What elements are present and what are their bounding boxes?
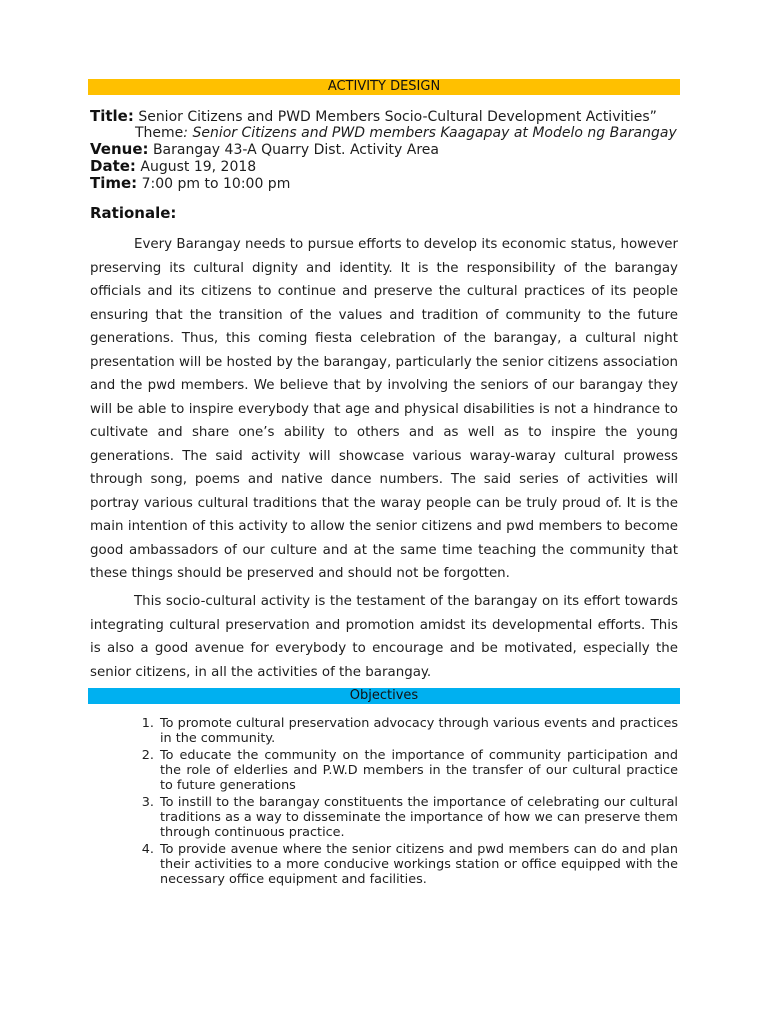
objectives-list (108, 716, 678, 889)
venue-value: Barangay 43-A Quarry Dist. Activity Area (152, 142, 439, 158)
rationale-paragraph-2: This socio-cultural activity is the testament of the barangay on its effort towards integrating cultural preservation and promotion amidst its developmental efforts. This is also a good avenue for everybody to encourage and be motivated, especially the senior citizens, in all the activities of the barangay. (90, 594, 678, 680)
title-value: Senior Citizens and PWD Members Socio-Cultural Development Activities” (138, 109, 657, 125)
date-row (90, 158, 690, 175)
date-value: August 19, 2018 (140, 159, 257, 175)
date-label: Date: (90, 157, 136, 175)
activity-design-title: ACTIVITY DESIGN (327, 79, 441, 94)
objective-item: 3. To instill to the barangay constituents the importance of celebrating our cultural traditions as a way to disseminate the importance of how we can preserve them through continuous practice. (158, 795, 678, 840)
venue-label: Venue: (90, 140, 149, 158)
title-row (90, 108, 690, 125)
objective-item: 1. To promote cultural preservation advocacy through various events and practices in the community. (158, 716, 678, 746)
theme-row (90, 125, 690, 141)
rationale-heading: Rationale: (90, 204, 177, 222)
time-row (90, 175, 690, 192)
objective-item: 2. To educate the community on the importance of community participation and the role of elderlies and P.W.D members in the transfer of our cultural practice to future generations (158, 748, 678, 793)
time-label: Time: (90, 174, 138, 192)
venue-row (90, 141, 690, 158)
rationale-paragraph-1: Every Barangay needs to pursue efforts to develop its economic status, however preserving its cultural dignity and identity. It is the responsibility of the barangay officials and its citizens to continue and preserve the cultural practices of its people ensuring that the transition of the values and tradition of community to the future generations. Thus, this coming fiesta celebration of the barangay, a cultural night presentation will be hosted by the barangay, particularly the senior citizens association and the pwd members. We believe that by involving the seniors of our barangay they will be able to inspire everybody that age and physical disabilities is not a hindrance to cultivate and share one’s ability to others and as well as to inspire the young generations. The said activity will showcase various waray-waray cultural prowess through song, poems and native dance numbers. The said series of activities will portray various cultural traditions that the waray people can be truly proud of. It is the main intention of this activity to allow the senior citizens and pwd members to become good ambassadors of our culture and at the same time teaching the community that these things should be preserved and should not be forgotten. (90, 237, 678, 581)
activity-info (90, 108, 690, 192)
activity-design-header (88, 79, 680, 95)
theme-value: : Senior Citizens and PWD members Kaagapay at Modelo ng Barangay (183, 125, 677, 141)
objective-item: 4. To provide avenue where the senior citizens and pwd members can do and plan their activities to a more conducive workings station or office equipped with the necessary office equipment and facilities. (158, 842, 678, 887)
theme-label: Theme (135, 125, 184, 141)
objectives-heading: Objectives (349, 688, 419, 703)
objectives-header (88, 688, 680, 704)
time-value: 7:00 pm to 10:00 pm (141, 176, 291, 192)
title-label: Title: (90, 107, 134, 125)
